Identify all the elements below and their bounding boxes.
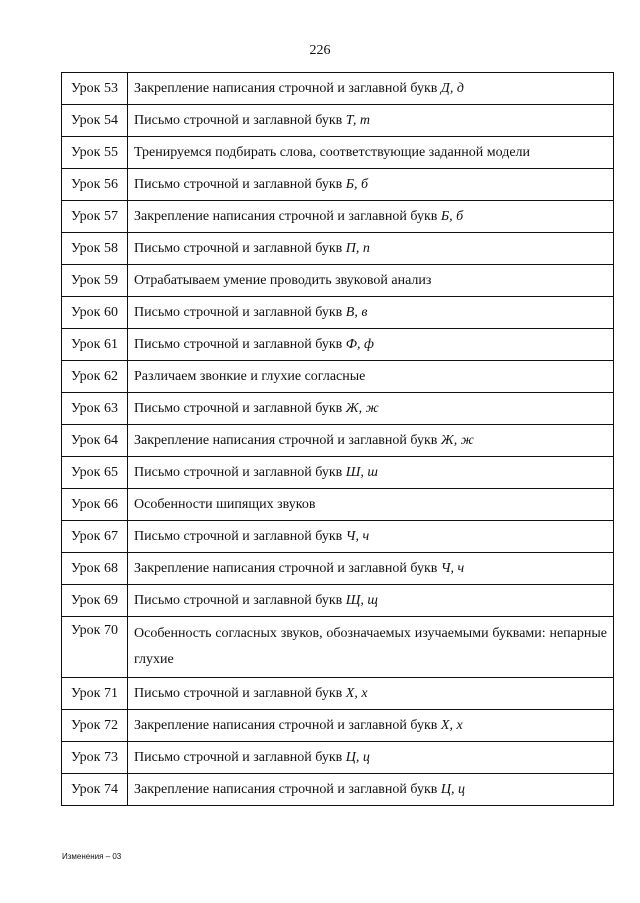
lesson-topic-text: Письмо строчной и заглавной букв	[134, 176, 343, 192]
table-row	[62, 553, 614, 585]
table-row	[62, 233, 614, 265]
lesson-topic-text: Письмо строчной и заглавной букв	[134, 685, 343, 701]
footer-revision-note: Изменения – 03	[62, 852, 122, 861]
lesson-topic-text: Письмо строчной и заглавной букв	[134, 240, 343, 256]
lesson-topic	[128, 617, 614, 678]
table-row	[62, 585, 614, 617]
lessons-table-body	[62, 73, 614, 806]
table-row	[62, 329, 614, 361]
lesson-topic-text: Письмо строчной и заглавной букв	[134, 112, 343, 128]
lesson-topic-text: Письмо строчной и заглавной букв	[134, 304, 343, 320]
lesson-letters: Б, б	[345, 176, 369, 192]
lesson-letters: Ж, ж	[440, 432, 474, 448]
table-row	[62, 425, 614, 457]
table-row	[62, 678, 614, 710]
lesson-topic	[128, 457, 614, 489]
lesson-number: Урок 70	[62, 617, 128, 678]
lesson-topic	[128, 742, 614, 774]
lesson-number: Урок 61	[62, 329, 128, 361]
lesson-letters: П, п	[345, 240, 370, 256]
lesson-topic	[128, 521, 614, 553]
lesson-topic	[128, 678, 614, 710]
table-row	[62, 361, 614, 393]
lesson-topic	[128, 393, 614, 425]
lesson-letters: Д, д	[440, 80, 464, 96]
lesson-number: Урок 72	[62, 710, 128, 742]
table-row	[62, 710, 614, 742]
lesson-topic	[128, 169, 614, 201]
lesson-number: Урок 66	[62, 489, 128, 521]
lesson-letters: Х, х	[440, 717, 463, 733]
lesson-number: Урок 54	[62, 105, 128, 137]
lesson-number: Урок 68	[62, 553, 128, 585]
lesson-topic-text: Особенность согласных звуков, обозначаемых изучаемыми буквами: непарные глухие	[134, 626, 607, 667]
lesson-number: Урок 55	[62, 137, 128, 169]
lesson-topic	[128, 265, 614, 297]
lesson-topic	[128, 105, 614, 137]
lesson-topic	[128, 361, 614, 393]
lesson-number: Урок 64	[62, 425, 128, 457]
lesson-topic	[128, 137, 614, 169]
table-row	[62, 393, 614, 425]
lesson-number: Урок 62	[62, 361, 128, 393]
lesson-topic-text: Закрепление написания строчной и заглавной букв	[134, 208, 438, 224]
lesson-letters: Ч, ч	[345, 528, 370, 544]
lesson-number: Урок 73	[62, 742, 128, 774]
lesson-letters: Т, т	[345, 112, 370, 128]
lesson-topic	[128, 489, 614, 521]
lesson-number: Урок 53	[62, 73, 128, 105]
lesson-letters: Ц, ц	[345, 749, 370, 765]
lesson-topic-text: Письмо строчной и заглавной букв	[134, 336, 343, 352]
lesson-topic-text: Закрепление написания строчной и заглавной букв	[134, 717, 438, 733]
lesson-topic	[128, 585, 614, 617]
lesson-topic-text: Отрабатываем умение проводить звуковой анализ	[134, 272, 432, 288]
lesson-topic	[128, 425, 614, 457]
table-row	[62, 617, 614, 678]
lesson-topic	[128, 710, 614, 742]
lesson-number: Урок 74	[62, 774, 128, 806]
lesson-number: Урок 57	[62, 201, 128, 233]
lesson-topic-text: Письмо строчной и заглавной букв	[134, 400, 343, 416]
lesson-letters: Ж, ж	[345, 400, 379, 416]
lesson-letters: В, в	[345, 304, 368, 320]
lesson-letters: Х, х	[345, 685, 368, 701]
lesson-number: Урок 69	[62, 585, 128, 617]
table-row	[62, 169, 614, 201]
lesson-topic-text: Письмо строчной и заглавной букв	[134, 749, 343, 765]
lesson-letters: Б, б	[440, 208, 464, 224]
lesson-letters: Щ, щ	[345, 592, 378, 608]
lesson-topic	[128, 553, 614, 585]
lesson-letters: Ц, ц	[440, 781, 466, 797]
lesson-topic-text: Закрепление написания строчной и заглавной букв	[134, 432, 438, 448]
lesson-number: Урок 67	[62, 521, 128, 553]
lesson-number: Урок 65	[62, 457, 128, 489]
lesson-topic-text: Закрепление написания строчной и заглавной букв	[134, 80, 438, 96]
lesson-letters: Ш, ш	[345, 464, 378, 480]
table-row	[62, 73, 614, 105]
lesson-topic-text: Письмо строчной и заглавной букв	[134, 464, 343, 480]
lesson-letters: Ф, ф	[345, 336, 374, 352]
table-row	[62, 201, 614, 233]
lesson-letters: Ч, ч	[440, 560, 465, 576]
table-row	[62, 105, 614, 137]
lesson-topic-text: Тренируемся подбирать слова, соответствующие заданной модели	[134, 144, 531, 160]
table-row	[62, 521, 614, 553]
lesson-number: Урок 58	[62, 233, 128, 265]
lesson-topic	[128, 73, 614, 105]
lesson-number: Урок 63	[62, 393, 128, 425]
lessons-table	[61, 72, 614, 806]
table-row	[62, 137, 614, 169]
table-row	[62, 489, 614, 521]
lesson-topic	[128, 774, 614, 806]
lesson-number: Урок 56	[62, 169, 128, 201]
table-row	[62, 457, 614, 489]
lesson-topic	[128, 297, 614, 329]
lesson-topic	[128, 201, 614, 233]
lesson-number: Урок 59	[62, 265, 128, 297]
lesson-topic-text: Закрепление написания строчной и заглавной букв	[134, 560, 438, 576]
lesson-topic-text: Особенности шипящих звуков	[134, 496, 316, 512]
lesson-topic-text: Различаем звонкие и глухие согласные	[134, 368, 366, 384]
table-row	[62, 265, 614, 297]
lesson-number: Урок 71	[62, 678, 128, 710]
lesson-number: Урок 60	[62, 297, 128, 329]
lesson-topic	[128, 233, 614, 265]
table-row	[62, 774, 614, 806]
lesson-topic	[128, 329, 614, 361]
lesson-topic-text: Письмо строчной и заглавной букв	[134, 592, 343, 608]
page-number: 226	[309, 43, 331, 58]
table-row	[62, 742, 614, 774]
lesson-topic-text: Письмо строчной и заглавной букв	[134, 528, 343, 544]
lesson-topic-text: Закрепление написания строчной и заглавной букв	[134, 781, 438, 797]
table-row	[62, 297, 614, 329]
